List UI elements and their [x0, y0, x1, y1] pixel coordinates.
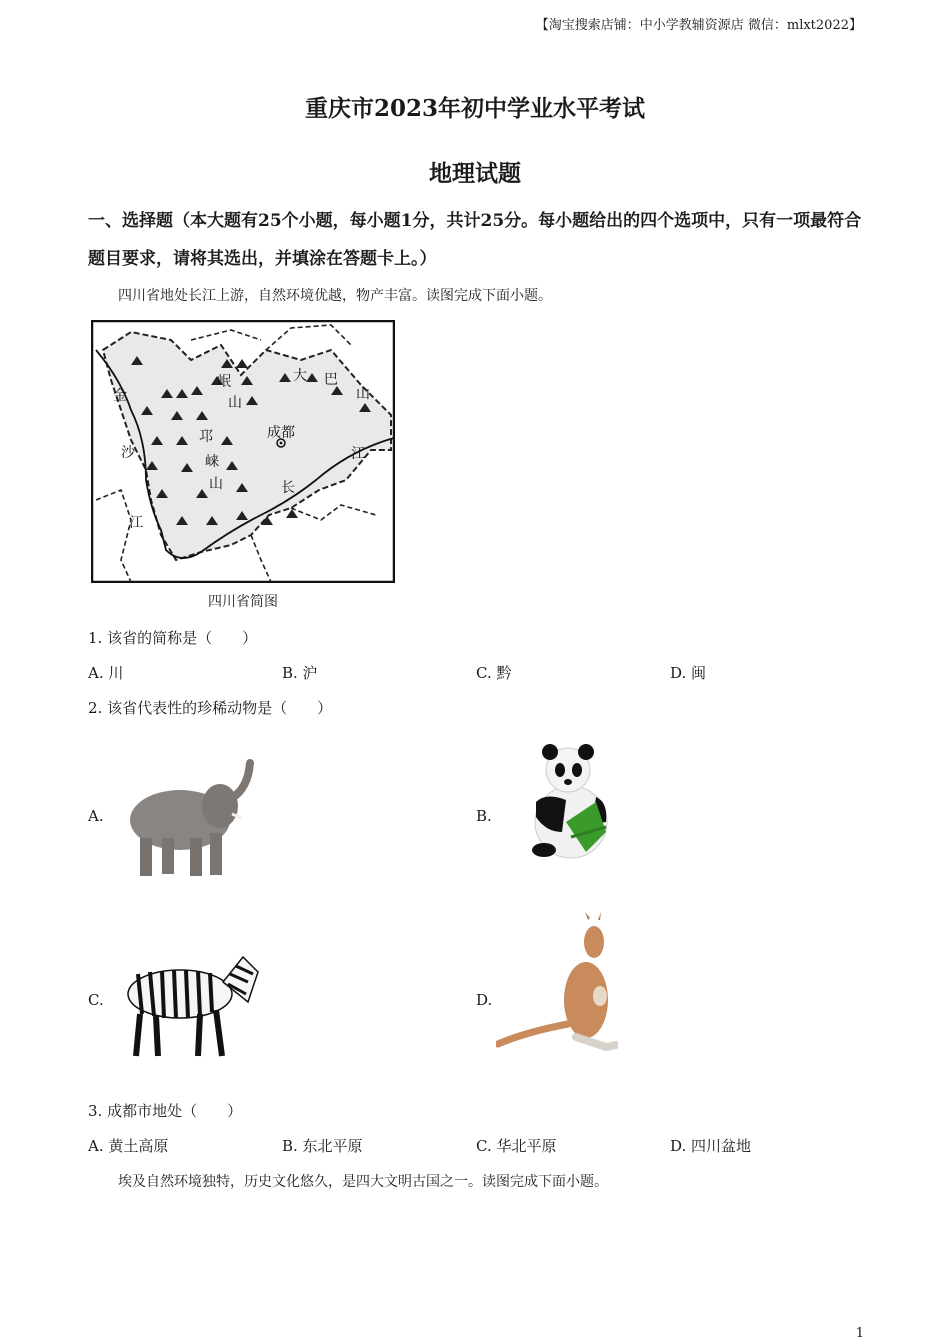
zebra-image[interactable] [118, 952, 263, 1066]
label-lai: 崃 [205, 454, 219, 470]
kangaroo-image[interactable] [496, 912, 618, 1058]
sichuan-map [91, 320, 395, 583]
label-qiong: 邛 [199, 429, 213, 445]
label-min-shan: 山 [228, 395, 242, 411]
q3-option-c[interactable]: C. 华北平原 [476, 1137, 557, 1155]
question-1-stem: 1. 该省的简称是（ ） [88, 629, 258, 647]
label-qiong-shan: 山 [209, 476, 223, 492]
label-chang: 长 [281, 480, 295, 496]
q2-option-c[interactable]: C. [88, 991, 104, 1009]
label-chang-jiang: 江 [351, 446, 365, 462]
q2-option-a[interactable]: A. [88, 807, 104, 825]
label-sha: 沙 [121, 445, 135, 461]
q2-option-b[interactable]: B. [476, 807, 492, 825]
label-ba: 巴 [324, 372, 338, 388]
label-min: 岷 [217, 374, 231, 390]
label-da: 大 [293, 368, 307, 384]
q1-option-d[interactable]: D. 闽 [670, 664, 707, 682]
map-caption: 四川省简图 [208, 594, 278, 610]
kangaroo-icon [496, 912, 618, 1054]
label-jin-jiang: 江 [129, 515, 143, 531]
q2-option-d[interactable]: D. [476, 991, 493, 1009]
label-chengdu: 成都 [267, 425, 295, 441]
label-ba-shan: 山 [356, 386, 370, 402]
elephant-image[interactable] [120, 758, 260, 884]
subject-title: 地理试题 [429, 160, 521, 187]
panda-icon [526, 742, 616, 864]
question-3-stem: 3. 成都市地处（ ） [88, 1102, 243, 1120]
passage-egypt: 埃及自然环境独特，历史文化悠久，是四大文明古国之一。读图完成下面小题。 [118, 1174, 608, 1190]
exam-title: 重庆市2023年初中学业水平考试 [304, 95, 645, 122]
label-jin: 金 [113, 388, 127, 404]
header-note: 【淘宝搜索店铺：中小学教辅资源店 微信：mlxt2022】 [535, 18, 862, 33]
sichuan-map-svg [91, 320, 395, 583]
q3-option-b[interactable]: B. 东北平原 [282, 1137, 363, 1155]
q1-option-c[interactable]: C. 黔 [476, 664, 512, 682]
q3-option-d[interactable]: D. 四川盆地 [670, 1137, 752, 1155]
q3-option-a[interactable]: A. 黄土高原 [88, 1137, 169, 1155]
q1-option-a[interactable]: A. 川 [88, 664, 124, 682]
passage-sichuan: 四川省地处长江上游，自然环境优越，物产丰富。读图完成下面小题。 [118, 288, 552, 304]
question-2-stem: 2. 该省代表性的珍稀动物是（ ） [88, 699, 333, 717]
panda-image[interactable] [526, 742, 616, 868]
zebra-icon [118, 952, 263, 1062]
page-number: 1 [855, 1326, 864, 1341]
q1-option-b[interactable]: B. 沪 [282, 664, 318, 682]
section-instruction: 一、选择题（本大题有25个小题，每小题1分，共计25分。每小题给出的四个选项中，只有一项最符合题目要求，请将其选出，并填涂在答题卡上。） [88, 211, 862, 269]
elephant-icon [120, 758, 260, 880]
